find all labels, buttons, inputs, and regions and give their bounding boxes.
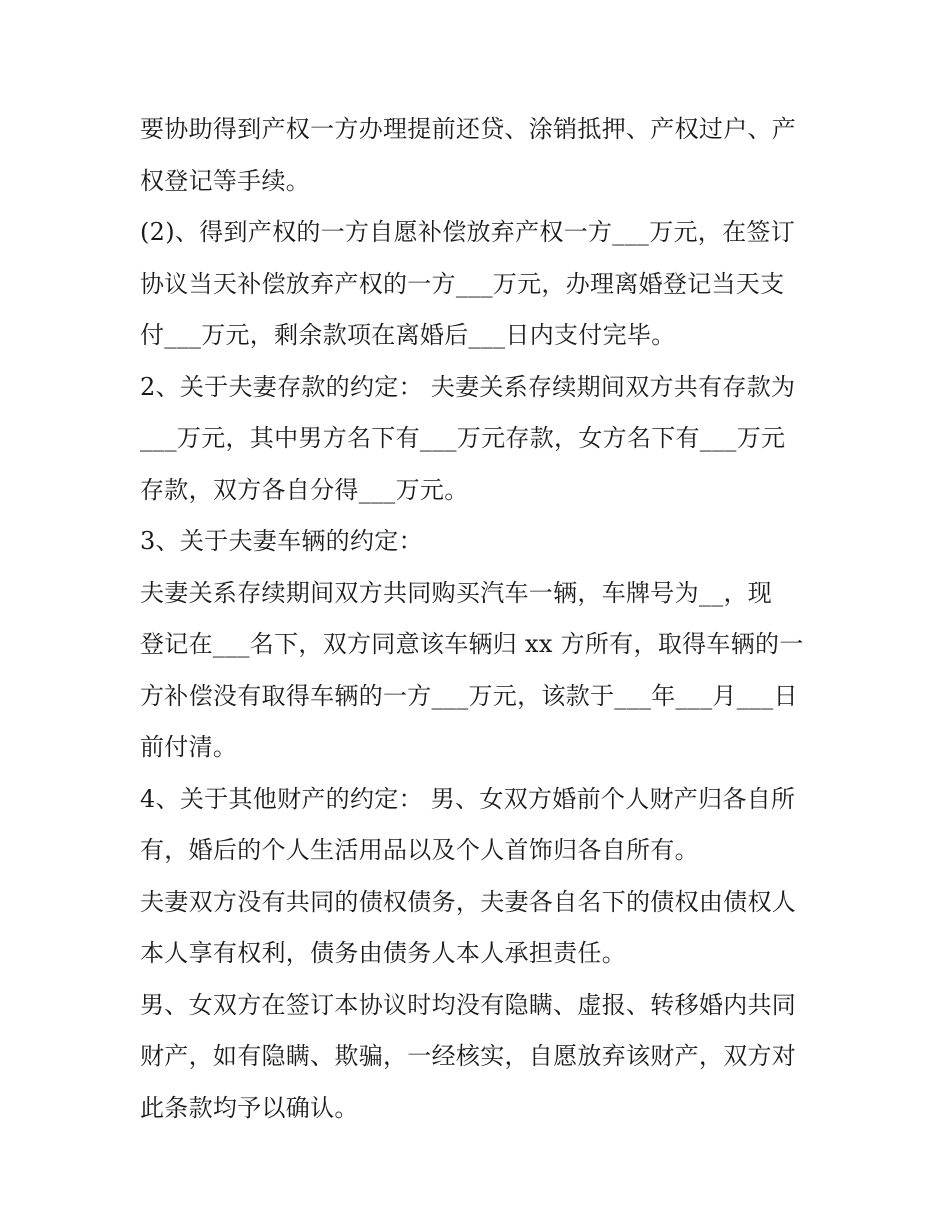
text-line: 协议当天补偿放弃产权的一方___万元，办理离婚登记当天支 — [140, 269, 785, 298]
paragraph-vehicle-heading — [140, 516, 812, 568]
paragraph-concealment — [140, 980, 812, 1135]
paragraph-property-transfer — [140, 104, 812, 207]
document-body — [140, 104, 812, 1134]
text-line: 此条款均予以确认。 — [140, 1093, 359, 1122]
text-line: 4、关于其他财产的约定： 男、女双方婚前个人财产归各自所 — [140, 784, 796, 813]
text-line: 前付清。 — [140, 733, 238, 761]
text-line: 登记在___名下，双方同意该车辆归 xx 方所有，取得车辆的一 — [140, 630, 804, 658]
paragraph-debts — [140, 877, 812, 980]
paragraph-deposits — [140, 362, 812, 517]
text-line: 夫妻双方没有共同的债权债务，夫妻各自名下的债权由债权人 — [140, 887, 797, 916]
text-line: 要协助得到产权一方办理提前还贷、涂销抵押、产权过户、产 — [140, 115, 797, 143]
paragraph-vehicle — [140, 568, 812, 774]
text-line: 财产，如有隐瞒、欺骗，一经核实，自愿放弃该财产，双方对 — [140, 1042, 797, 1070]
text-line: 存款，双方各自分得___万元。 — [140, 475, 469, 504]
text-line: ___万元，其中男方名下有___万元存款，女方名下有___万元 — [140, 424, 786, 452]
text-line: 男、女双方在签订本协议时均没有隐瞒、虚报、转移婚内共同 — [140, 990, 797, 1019]
text-line: 付___万元，剩余款项在离婚后___日内支付完毕。 — [140, 321, 676, 349]
text-line: 夫妻关系存续期间双方共同购买汽车一辆，车牌号为__，现 — [140, 578, 773, 607]
text-line: 3、关于夫妻车辆的约定： — [140, 527, 423, 555]
text-line: 2、关于夫妻存款的约定： 夫妻关系存续期间双方共有存款为 — [140, 372, 796, 401]
text-line: 方补偿没有取得车辆的一方___万元，该款于___年___月___日 — [140, 681, 798, 710]
text-line: 本人享有权利，债务由债务人本人承担责任。 — [140, 939, 626, 967]
text-line: (2)、得到产权的一方自愿补偿放弃产权一方___万元，在签订 — [140, 218, 795, 246]
paragraph-compensation — [140, 207, 812, 362]
text-line: 权登记等手续。 — [140, 166, 311, 195]
paragraph-other-property — [140, 774, 812, 877]
text-line: 有，婚后的个人生活用品以及个人首饰归各自所有。 — [140, 836, 699, 864]
